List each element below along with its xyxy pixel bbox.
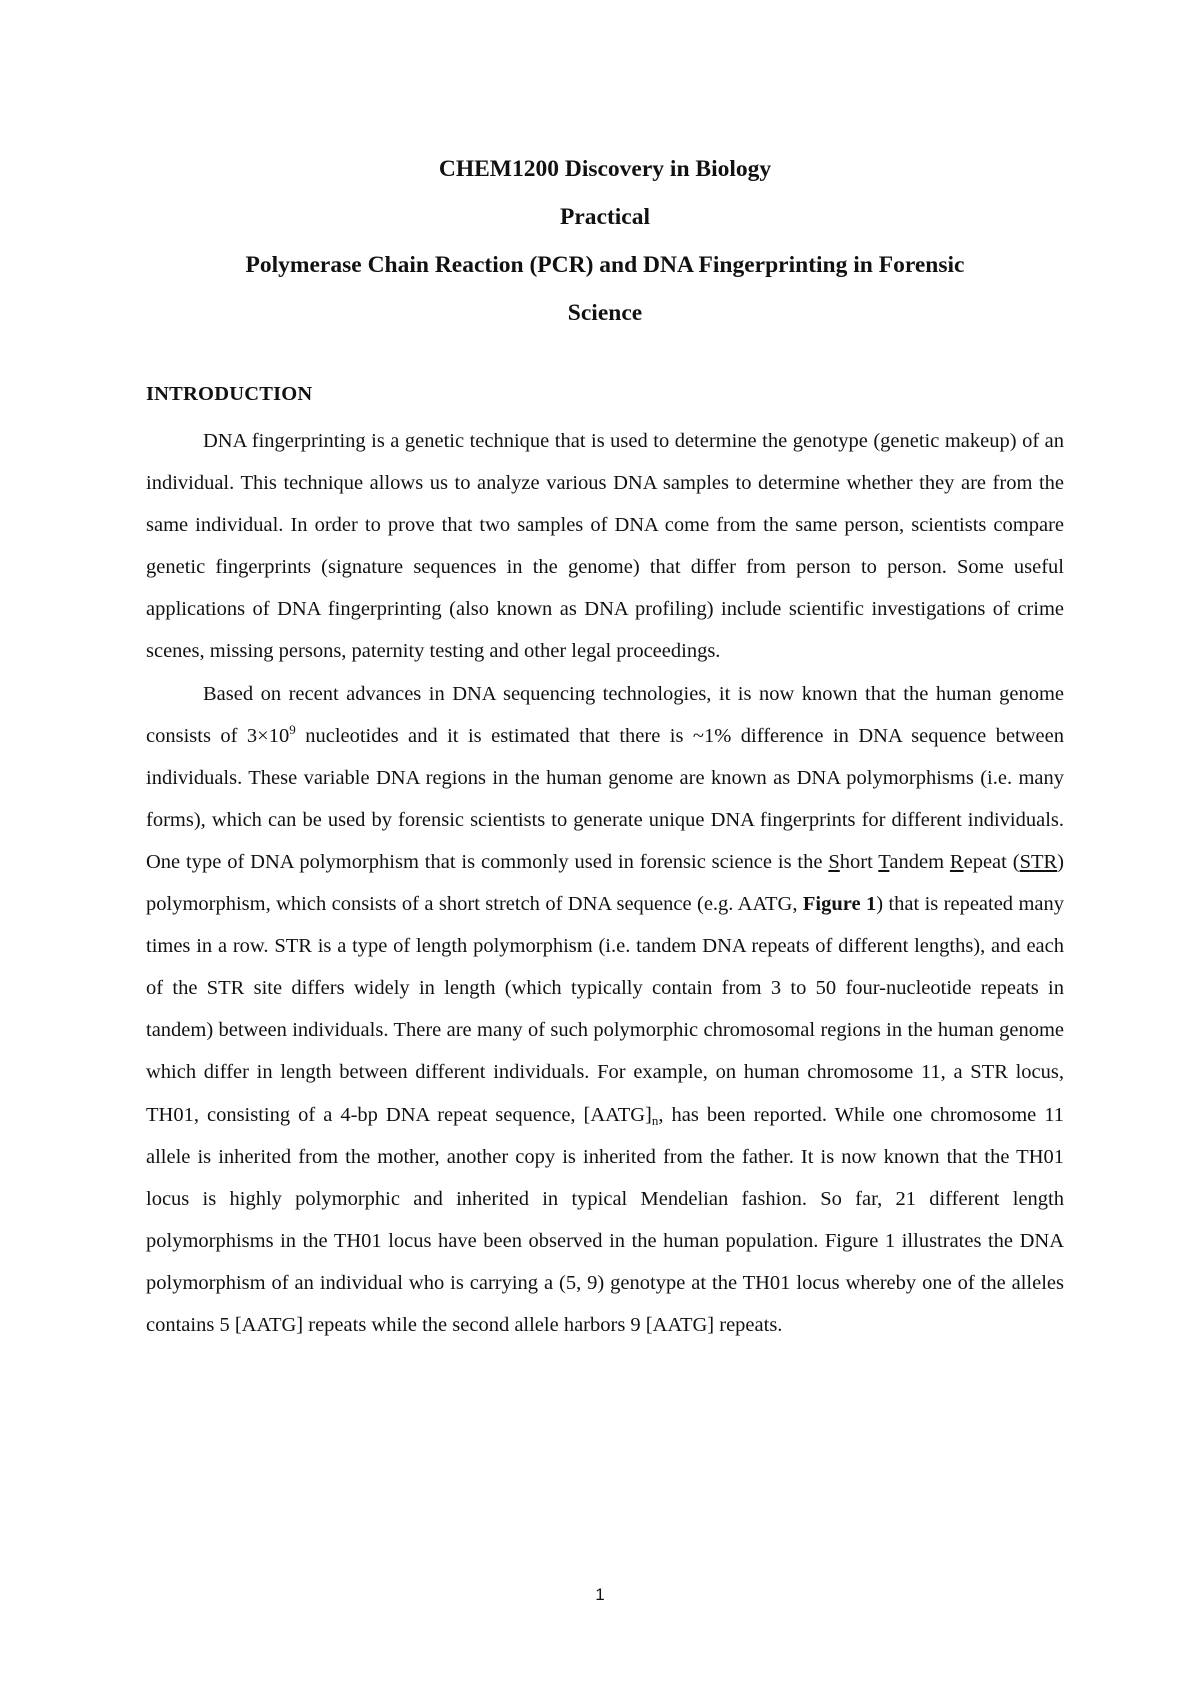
underlined-letter: T — [878, 850, 890, 873]
paragraph: DNA fingerprinting is a genetic technique that is used to determine the genotype (genetic makeup) of an individual. This technique allows us to analyze various DNA samples to determine whether they are from the same individual. In order to prove that two samples of DNA come from the same person, scientists compare genetic fingerprints (signature sequences in the genome) that differ from person to person. Some useful applications of DNA fingerprinting (also known as DNA profiling) include scientific investigations of crime scenes, missing persons, paternity testing and other legal proceedings. — [146, 430, 1064, 663]
body-text — [146, 420, 1064, 1346]
text-run: ) that is repeated many times in a row. STR is a type of length polymorphism (i.e. tandem DNA repeats of different lengths), and each of the STR site differs widely in length (which typically contain from 3 to 50 four-nucleotide repeats in tandem) between individuals. There are many of such polymorphic chromosomal regions in the human genome which differ in length between different individuals. For example, on human chromosome 11, a STR locus, TH01, consisting of a 4-bp DNA repeat sequence, [AATG] — [146, 893, 1065, 1126]
text-run: , has been reported. While one chromosome 11 allele is inherited from the mother, another copy is inherited from the father. It is now known that the TH01 locus is highly polymorphic and inherited in typical Mendelian fashion. So far, 21 different length polymorphisms in the TH01 locus have been observed in the human population. Figure 1 illustrates the DNA polymorphism of an individual who is carrying a (5, 9) genotype at the TH01 locus whereby one of the alleles contains 5 [AATG] repeats while the second allele harbors 9 [AATG] repeats. — [146, 1103, 1064, 1336]
text-run: Based on recent advances in DNA sequencing technologies, it is now known that the human genome consists of 3×10 — [146, 682, 1064, 747]
practical-title-line-2: Science — [567, 300, 643, 326]
text-run: ) polymorphism, which consists of a short stretch of DNA sequence (e.g. AATG, — [146, 850, 1064, 916]
text-run: hort — [839, 850, 879, 873]
text-run: epeat ( — [963, 850, 1020, 873]
figure-reference: Figure 1 — [802, 893, 877, 916]
practical-label: Practical — [559, 204, 651, 230]
practical-title-line-1: Polymerase Chain Reaction (PCR) and DNA Fingerprinting in Forensic — [245, 252, 965, 278]
title-block — [145, 145, 1065, 337]
text-run: andem — [889, 850, 950, 873]
underlined-abbreviation: STR — [1019, 850, 1058, 873]
superscript: 9 — [289, 721, 296, 737]
section-heading: INTRODUCTION — [146, 383, 313, 405]
underlined-letter: R — [949, 850, 964, 873]
subscript: n — [651, 1112, 659, 1128]
paragraph — [146, 673, 1064, 1347]
page-number: 1 — [595, 1585, 605, 1604]
underlined-letter: S — [828, 850, 840, 873]
text-run: nucleotides and it is estimated that there is ~1% difference in DNA sequence between individuals. These variable DNA regions in the human genome are known as DNA polymorphisms (i.e. many forms), which can be used by forensic scientists to generate unique DNA fingerprints for different individuals. One type of DNA polymorphism that is commonly used in forensic science is the — [146, 724, 1065, 873]
course-title: CHEM1200 Discovery in Biology — [438, 156, 772, 182]
